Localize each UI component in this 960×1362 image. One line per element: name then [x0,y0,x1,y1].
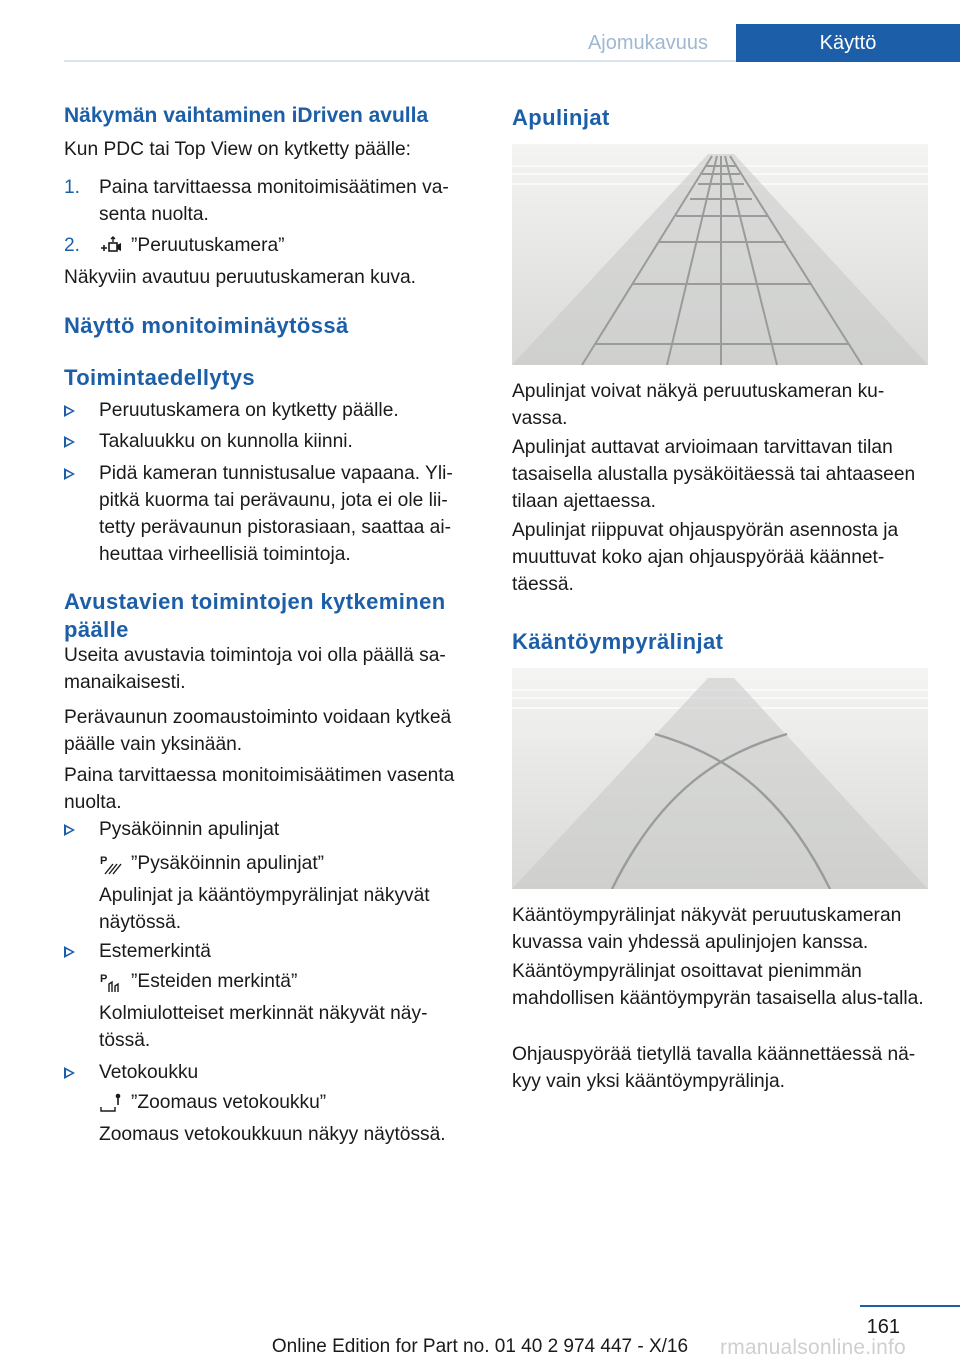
step-number: 2. [64,235,81,256]
condition-item [64,397,472,424]
condition-item [64,428,472,455]
header-section-tab[interactable]: Ajomukavuus [587,32,709,54]
paragraph-camera-view: Näkyviin avautuu peruutuskameran kuva. [64,267,416,288]
header-chapter-tab[interactable]: Käyttö [736,24,960,62]
function-menu-entry[interactable] [99,850,471,877]
paragraph-guide-assess: Apulinjat auttavat arvioimaan tarvittavan tilan tasaisella alustalla pysäköitäessä tai ahtaaseen tilaan ajettaessa. [512,437,916,512]
svg-text:P: P [100,972,108,985]
bullet-arrow-icon [64,1067,75,1079]
function-menu-label: ”Zoomaus vetokoukku” [131,1092,327,1113]
guide-lines-illustration [512,144,928,365]
heading-activate-assist: Avustavien toimintojen kytkeminen päälle [64,589,446,642]
bullet-arrow-icon [64,468,75,480]
heading-multifunction-display: Näyttö monitoiminäytössä [64,313,349,338]
condition-text: Takaluukku on kunnolla kiinni. [99,431,353,452]
edition-footer: Online Edition for Part no. 01 40 2 974 447 - X/16 [271,1336,689,1357]
function-menu-entry[interactable] [99,1089,471,1116]
function-title: Estemerkintä [99,941,211,962]
paragraph-guide-visible: Apulinjat voivat näkyä peruutuskameran ku-vassa. [512,381,885,429]
reverse-camera-icon [99,234,123,258]
function-menu-entry[interactable] [99,968,471,995]
turning-circle-figure [512,668,928,889]
paragraph-guide-steering: Apulinjat riippuvat ohjauspyörän asennosta ja muuttuvat koko ajan ohjauspyörää käännet-täessä. [512,520,899,595]
paragraph-circle-single: Ohjauspyörää tietyllä tavalla käännettäessä nä-kyy vain yksi kääntöympyrälinja. [512,1044,916,1092]
paragraph-circle-visible: Kääntöympyrälinjat näkyvät peruutuskameran kuvassa vain yhdessä apulinjojen kanssa. [512,905,902,953]
heading-guide-lines: Apulinjat [512,105,610,130]
function-item [64,1059,472,1149]
watermark: rmanualsonline.info [720,1336,906,1359]
function-description: Zoomaus vetokoukkuun näkyy näytössä. [99,1124,446,1145]
function-item [64,816,472,933]
paragraph-several-functions: Useita avustavia toimintoja voi olla päällä sa-manaikaisesti. [64,645,446,693]
paragraph-trailer-zoom: Perävaunun zoomaustoiminto voidaan kytkeä päälle vain yksinään. [64,707,452,755]
paragraph-circle-smallest: Kääntöympyrälinjat osoittavat pienimmän mahdollisen kääntöympyrän tasaisella alus-talla. [512,961,924,1009]
step-item [64,232,472,259]
tow-hitch-icon [99,1091,123,1115]
function-title: Pysäköinnin apulinjat [99,819,280,840]
paragraph-press-left: Paina tarvittaessa monitoimisäätimen vasenta nuolta. [64,765,455,813]
condition-text: Peruutuskamera on kytketty päälle. [99,400,399,421]
function-description: Kolmiulotteiset merkinnät näkyvät näy-tössä. [99,1003,428,1051]
page-number: 161 [866,1316,900,1338]
function-title: Vetokoukku [99,1062,199,1083]
paragraph-pdc-on: Kun PDC tai Top View on kytketty päälle: [64,139,411,160]
heading-view-switch: Näkymän vaihtaminen iDriven avulla [64,104,429,127]
heading-requirements: Toimintaedellytys [64,365,255,390]
step-text [99,232,471,259]
function-menu-label: ”Esteiden merkintä” [131,971,298,992]
function-description: Apulinjat ja kääntöympyrälinjat näkyvät näytössä. [99,885,430,933]
obstacle-marking-icon [99,970,123,994]
turning-circle-illustration [512,668,928,889]
heading-turning-circle: Kääntöympyrälinjat [512,629,724,654]
function-menu-label: ”Pysäköinnin apulinjat” [131,853,325,874]
step-item [64,174,472,228]
step-number: 1. [64,177,81,198]
bullet-arrow-icon [64,405,75,417]
svg-text:P: P [100,854,108,867]
bullet-arrow-icon [64,436,75,448]
guide-lines-figure [512,144,928,365]
function-item [64,938,472,1050]
condition-item [64,460,472,568]
bullet-arrow-icon [64,946,75,958]
page-number-divider [860,1305,960,1307]
step-menu-label: ”Peruutuskamera” [131,235,285,256]
bullet-arrow-icon [64,824,75,836]
condition-text: Pidä kameran tunnistusalue vapaana. Yli-pitkä kuorma tai perävaunu, jota ei ole lii-tetty perävaunun pistorasiaan, saattaa ai-heuttaa virheellisiä toimintoja. [99,463,453,565]
parking-lines-icon [99,852,123,876]
step-text: Paina tarvittaessa monitoimisäätimen va-senta nuolta. [99,177,449,225]
